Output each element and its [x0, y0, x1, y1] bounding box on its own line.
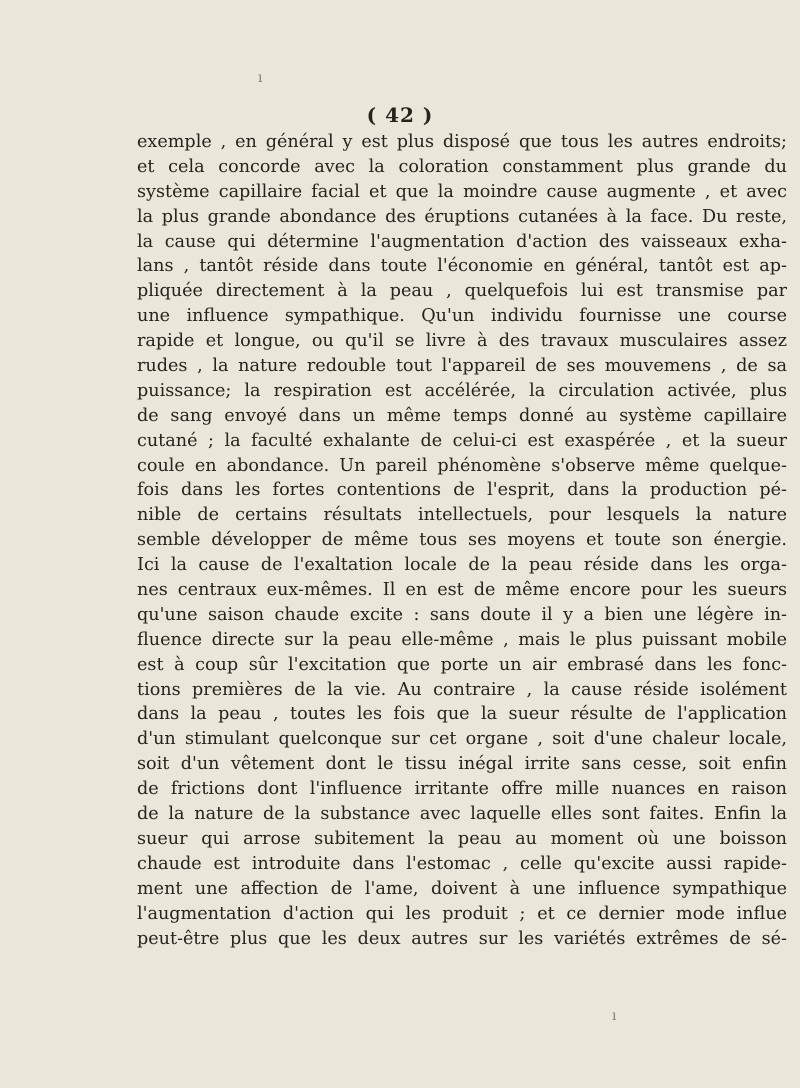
- text-line: coule en abondance. Un pareil phénomène s'observe même quelque-: [137, 455, 787, 476]
- text-line: fluence directe sur la peau elle-même , mais le plus puissant mobile: [137, 629, 787, 650]
- text-line: système capillaire facial et que la moindre cause augmente , et avec: [137, 181, 787, 202]
- text-line: nible de certains résultats intellectuels, pour lesquels la nature: [137, 505, 787, 526]
- text-line: sueur qui arrose subitement la peau au moment où une boisson: [137, 828, 787, 849]
- text-line: pliquée directement à la peau , quelquefois lui est transmise par: [137, 281, 787, 302]
- text-line: rudes , la nature redouble tout l'appareil de ses mouvemens , de sa: [137, 356, 787, 377]
- text-line: dans la peau , toutes les fois que la sueur résulte de l'application: [137, 704, 787, 725]
- text-line: de sang envoyé dans un même temps donné au système capillaire: [137, 405, 787, 426]
- text-line: peut-être plus que les deux autres sur les variétés extrêmes de sé-: [137, 928, 787, 949]
- text-line: nes centraux eux-mêmes. Il en est de même encore pour les sueurs: [137, 580, 787, 601]
- text-line: de la nature de la substance avec laquelle elles sont faites. Enfin la: [137, 804, 787, 825]
- text-line: Ici la cause de l'exaltation locale de la peau réside dans les orga-: [137, 555, 787, 576]
- text-line: la cause qui détermine l'augmentation d'action des vaisseaux exha-: [137, 231, 787, 252]
- text-line: fois dans les fortes contentions de l'esprit, dans la production pé-: [137, 480, 787, 501]
- text-line: lans , tantôt réside dans toute l'économie en général, tantôt est ap-: [137, 256, 787, 277]
- page-number: ( 42 ): [366, 103, 434, 127]
- text-line: une influence sympathique. Qu'un individu fournisse une course: [137, 306, 787, 327]
- text-line: de frictions dont l'influence irritante offre mille nuances en raison: [137, 779, 787, 800]
- ink-speck: ı: [258, 70, 263, 86]
- text-line: et cela concorde avec la coloration constamment plus grande du: [137, 156, 787, 177]
- text-line: semble développer de même tous ses moyens et toute son énergie.: [137, 530, 787, 551]
- body-text: [137, 130, 787, 951]
- text-line: ment une affection de l'ame, doivent à une influence sympathique: [137, 878, 787, 899]
- text-line: l'augmentation d'action qui les produit ; et ce dernier mode influe: [137, 903, 787, 924]
- text-line: rapide et longue, ou qu'il se livre à des travaux musculaires assez: [137, 331, 787, 352]
- text-line: cutané ; la faculté exhalante de celui-ci est exaspérée , et la sueur: [137, 430, 787, 451]
- text-line: tions premières de la vie. Au contraire , la cause réside isolément: [137, 679, 787, 700]
- text-line: chaude est introduite dans l'estomac , celle qu'excite aussi rapide-: [137, 853, 787, 874]
- text-line: qu'une saison chaude excite : sans doute il y a bien une légère in-: [137, 604, 787, 625]
- text-line: puissance; la respiration est accélérée, la circulation activée, plus: [137, 380, 787, 401]
- ink-speck: ı: [612, 1008, 617, 1024]
- text-line: soit d'un vêtement dont le tissu inégal irrite sans cesse, soit enfin: [137, 754, 787, 775]
- text-line: exemple , en général y est plus disposé que tous les autres endroits;: [137, 132, 787, 152]
- text-line: la plus grande abondance des éruptions cutanées à la face. Du reste,: [137, 206, 787, 227]
- text-line: d'un stimulant quelconque sur cet organe , soit d'une chaleur locale,: [137, 729, 787, 750]
- text-line: est à coup sûr l'excitation que porte un air embrasé dans les fonc-: [137, 654, 787, 675]
